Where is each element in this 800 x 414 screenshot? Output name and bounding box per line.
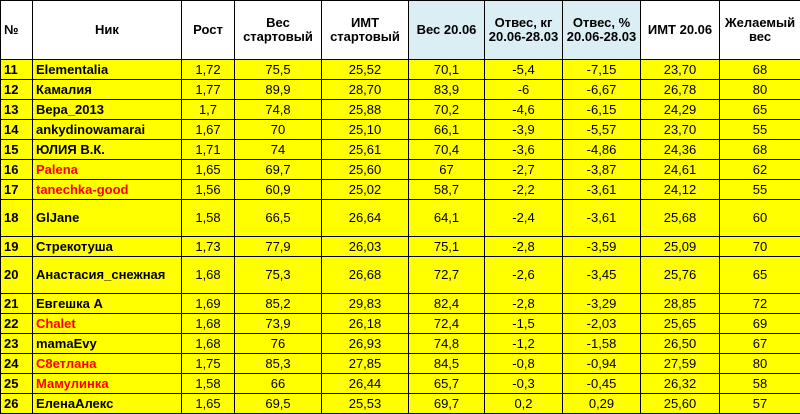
row-target-weight: 65 [720, 257, 800, 294]
table-row [1, 257, 800, 294]
row-start-weight: 85,3 [235, 354, 322, 374]
row-current-bmi: 24,12 [641, 180, 720, 200]
row-loss-pct: -3,45 [563, 257, 641, 294]
row-current-weight: 70,1 [409, 60, 485, 80]
row-start-weight: 69,7 [235, 160, 322, 180]
row-start-bmi: 27,85 [322, 354, 409, 374]
row-loss-pct: -5,57 [563, 120, 641, 140]
row-loss-pct: -3,61 [563, 200, 641, 237]
row-target-weight: 72 [720, 294, 800, 314]
row-target-weight: 60 [720, 200, 800, 237]
row-height: 1,69 [182, 294, 235, 314]
table-row [1, 120, 800, 140]
row-target-weight: 80 [720, 80, 800, 100]
row-nick: С8етлана [33, 354, 182, 374]
row-number: 20 [1, 257, 33, 294]
row-height: 1,71 [182, 140, 235, 160]
table-row [1, 140, 800, 160]
row-current-bmi: 23,70 [641, 120, 720, 140]
table-row [1, 354, 800, 374]
row-height: 1,7 [182, 100, 235, 120]
row-height: 1,68 [182, 334, 235, 354]
table-row [1, 100, 800, 120]
row-loss-pct: -6,67 [563, 80, 641, 100]
row-loss-kg: -2,8 [485, 237, 563, 257]
row-nick: Вера_2013 [33, 100, 182, 120]
row-start-bmi: 26,93 [322, 334, 409, 354]
row-loss-pct: -7,15 [563, 60, 641, 80]
row-current-weight: 83,9 [409, 80, 485, 100]
row-target-weight: 65 [720, 100, 800, 120]
row-loss-pct: -6,15 [563, 100, 641, 120]
row-current-bmi: 25,09 [641, 237, 720, 257]
table-row [1, 160, 800, 180]
table-row [1, 80, 800, 100]
row-current-weight: 69,7 [409, 394, 485, 414]
header-target-weight: Желаемый вес [720, 1, 800, 60]
row-loss-kg: -5,4 [485, 60, 563, 80]
row-number: 21 [1, 294, 33, 314]
header-start-bmi: ИМТ стартовый [322, 1, 409, 60]
row-start-weight: 73,9 [235, 314, 322, 334]
row-height: 1,58 [182, 200, 235, 237]
row-current-weight: 75,1 [409, 237, 485, 257]
row-height: 1,68 [182, 314, 235, 334]
row-loss-pct: -0,45 [563, 374, 641, 394]
row-start-bmi: 26,44 [322, 374, 409, 394]
row-current-weight: 58,7 [409, 180, 485, 200]
row-current-bmi: 23,70 [641, 60, 720, 80]
row-current-weight: 64,1 [409, 200, 485, 237]
header-loss-pct: Отвес, % 20.06-28.03 [563, 1, 641, 60]
row-height: 1,67 [182, 120, 235, 140]
row-nick: Chalet [33, 314, 182, 334]
header-height: Рост [182, 1, 235, 60]
row-nick: Камалия [33, 80, 182, 100]
row-start-weight: 66,5 [235, 200, 322, 237]
row-height: 1,72 [182, 60, 235, 80]
row-start-weight: 74,8 [235, 100, 322, 120]
row-current-bmi: 25,60 [641, 394, 720, 414]
row-start-bmi: 28,70 [322, 80, 409, 100]
row-start-bmi: 26,64 [322, 200, 409, 237]
row-loss-kg: -6 [485, 80, 563, 100]
row-number: 23 [1, 334, 33, 354]
row-start-bmi: 25,53 [322, 394, 409, 414]
row-start-bmi: 26,18 [322, 314, 409, 334]
row-current-bmi: 25,68 [641, 200, 720, 237]
row-current-bmi: 24,61 [641, 160, 720, 180]
row-current-weight: 70,2 [409, 100, 485, 120]
row-current-weight: 70,4 [409, 140, 485, 160]
row-current-weight: 66,1 [409, 120, 485, 140]
row-loss-kg: -2,8 [485, 294, 563, 314]
row-number: 11 [1, 60, 33, 80]
row-start-weight: 70 [235, 120, 322, 140]
row-target-weight: 68 [720, 60, 800, 80]
row-height: 1,68 [182, 257, 235, 294]
row-number: 26 [1, 394, 33, 414]
header-start-weight: Вес стартовый [235, 1, 322, 60]
row-loss-kg: -3,9 [485, 120, 563, 140]
row-start-weight: 89,9 [235, 80, 322, 100]
row-start-weight: 74 [235, 140, 322, 160]
row-start-weight: 75,5 [235, 60, 322, 80]
row-number: 18 [1, 200, 33, 237]
row-start-bmi: 25,88 [322, 100, 409, 120]
table-row [1, 374, 800, 394]
row-start-weight: 85,2 [235, 294, 322, 314]
row-loss-pct: 0,29 [563, 394, 641, 414]
row-current-bmi: 28,85 [641, 294, 720, 314]
header-current-weight: Вес 20.06 [409, 1, 485, 60]
row-height: 1,73 [182, 237, 235, 257]
row-target-weight: 69 [720, 314, 800, 334]
row-target-weight: 57 [720, 394, 800, 414]
row-loss-pct: -3,29 [563, 294, 641, 314]
row-current-weight: 82,4 [409, 294, 485, 314]
row-current-bmi: 26,78 [641, 80, 720, 100]
row-start-bmi: 25,61 [322, 140, 409, 160]
row-height: 1,58 [182, 374, 235, 394]
table-row [1, 237, 800, 257]
row-height: 1,65 [182, 160, 235, 180]
table-row [1, 200, 800, 237]
row-current-bmi: 24,29 [641, 100, 720, 120]
row-height: 1,56 [182, 180, 235, 200]
row-start-bmi: 26,68 [322, 257, 409, 294]
row-current-bmi: 24,36 [641, 140, 720, 160]
row-start-weight: 75,3 [235, 257, 322, 294]
row-number: 14 [1, 120, 33, 140]
row-loss-kg: -3,6 [485, 140, 563, 160]
row-number: 25 [1, 374, 33, 394]
row-nick: tanechka-good [33, 180, 182, 200]
row-height: 1,77 [182, 80, 235, 100]
row-nick: ЕленаАлекс [33, 394, 182, 414]
row-current-bmi: 25,65 [641, 314, 720, 334]
row-nick: Elementalia [33, 60, 182, 80]
row-number: 22 [1, 314, 33, 334]
header-number: № [1, 1, 33, 60]
row-number: 19 [1, 237, 33, 257]
table-row [1, 334, 800, 354]
row-start-bmi: 29,83 [322, 294, 409, 314]
row-loss-kg: -2,6 [485, 257, 563, 294]
row-nick: ankydinowamarai [33, 120, 182, 140]
row-loss-kg: -1,5 [485, 314, 563, 334]
row-number: 24 [1, 354, 33, 374]
row-loss-pct: -2,03 [563, 314, 641, 334]
row-nick: Palena [33, 160, 182, 180]
row-target-weight: 68 [720, 140, 800, 160]
row-nick: mamaEvy [33, 334, 182, 354]
row-number: 15 [1, 140, 33, 160]
row-nick: Евгешка А [33, 294, 182, 314]
row-loss-kg: -1,2 [485, 334, 563, 354]
row-start-bmi: 25,02 [322, 180, 409, 200]
row-loss-kg: -0,3 [485, 374, 563, 394]
row-number: 16 [1, 160, 33, 180]
row-current-bmi: 27,59 [641, 354, 720, 374]
row-current-weight: 65,7 [409, 374, 485, 394]
row-loss-pct: -4,86 [563, 140, 641, 160]
row-target-weight: 58 [720, 374, 800, 394]
row-current-weight: 67 [409, 160, 485, 180]
table-row [1, 314, 800, 334]
row-target-weight: 80 [720, 354, 800, 374]
row-loss-kg: -0,8 [485, 354, 563, 374]
row-target-weight: 55 [720, 180, 800, 200]
row-nick: ЮЛИЯ В.К. [33, 140, 182, 160]
row-loss-kg: 0,2 [485, 394, 563, 414]
row-current-weight: 84,5 [409, 354, 485, 374]
row-number: 13 [1, 100, 33, 120]
header-loss-kg: Отвес, кг 20.06-28.03 [485, 1, 563, 60]
row-start-bmi: 25,10 [322, 120, 409, 140]
row-start-weight: 60,9 [235, 180, 322, 200]
row-nick: Мамулинка [33, 374, 182, 394]
row-loss-kg: -4,6 [485, 100, 563, 120]
row-loss-pct: -3,61 [563, 180, 641, 200]
row-nick: Анастасия_снежная [33, 257, 182, 294]
row-start-weight: 77,9 [235, 237, 322, 257]
row-loss-pct: -3,87 [563, 160, 641, 180]
table-row [1, 180, 800, 200]
header-current-bmi: ИМТ 20.06 [641, 1, 720, 60]
row-target-weight: 55 [720, 120, 800, 140]
row-start-bmi: 26,03 [322, 237, 409, 257]
row-target-weight: 62 [720, 160, 800, 180]
row-nick: GlJane [33, 200, 182, 237]
row-current-bmi: 26,50 [641, 334, 720, 354]
row-loss-kg: -2,7 [485, 160, 563, 180]
header-row [1, 1, 800, 60]
row-start-weight: 69,5 [235, 394, 322, 414]
row-target-weight: 67 [720, 334, 800, 354]
row-current-weight: 72,7 [409, 257, 485, 294]
row-loss-pct: -0,94 [563, 354, 641, 374]
row-current-weight: 74,8 [409, 334, 485, 354]
row-loss-pct: -1,58 [563, 334, 641, 354]
row-current-weight: 72,4 [409, 314, 485, 334]
row-nick: Стрекотуша [33, 237, 182, 257]
row-height: 1,75 [182, 354, 235, 374]
row-start-weight: 66 [235, 374, 322, 394]
table-row [1, 294, 800, 314]
row-loss-kg: -2,2 [485, 180, 563, 200]
row-current-bmi: 26,32 [641, 374, 720, 394]
row-number: 17 [1, 180, 33, 200]
table-row [1, 394, 800, 414]
row-loss-pct: -3,59 [563, 237, 641, 257]
table-row [1, 60, 800, 80]
row-start-bmi: 25,60 [322, 160, 409, 180]
header-nick: Ник [33, 1, 182, 60]
row-number: 12 [1, 80, 33, 100]
row-height: 1,65 [182, 394, 235, 414]
row-loss-kg: -2,4 [485, 200, 563, 237]
row-start-weight: 76 [235, 334, 322, 354]
row-current-bmi: 25,76 [641, 257, 720, 294]
row-start-bmi: 25,52 [322, 60, 409, 80]
row-target-weight: 70 [720, 237, 800, 257]
